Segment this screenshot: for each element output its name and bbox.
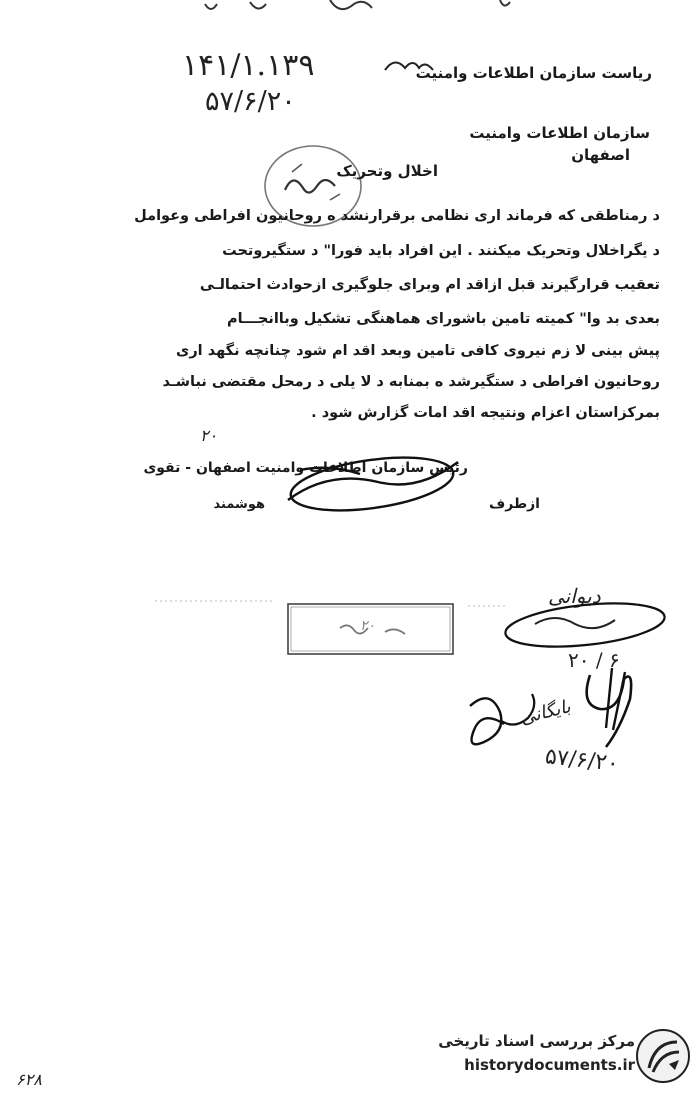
watermark <box>410 1024 695 1090</box>
watermark-logo-icon <box>635 1024 695 1090</box>
handwritten-right-date: ۲۰ / ۶ <box>568 648 620 672</box>
sender-org: سازمان اطلاعات وامنیت <box>469 124 650 142</box>
reference-date: ۵۷/۶/۲۰ <box>205 86 296 117</box>
from-name: هوشمند <box>213 497 265 512</box>
body-line: بعدی بد وا" کمیته تامین باشورای هماهنگی تشکیل وباانجـــام <box>227 311 660 327</box>
from-label: ازطرف <box>488 496 540 512</box>
addressee-line: ریاست سازمان اطلاعات وامنیت <box>415 64 652 82</box>
handwritten-margin-note: ۶۲۸ <box>16 1070 42 1089</box>
body-line: د رمناطقی که فرماند اری نظامی برقرارنشد ه روحانیون افراطی وعوامل <box>134 208 660 224</box>
handwritten-archive-date: ۵۷/۶/۲۰ <box>543 744 621 777</box>
body-line: پیش بینی لا زم نیروی کافی تامین وبعد اقد ام شود چنانچه نگهد اری <box>176 343 660 359</box>
reference-number: ۱۴۱/۱.۱۳۹ <box>182 48 315 83</box>
stamp-text: ۲۰ <box>360 618 376 634</box>
sender-city: اصفهان <box>571 146 630 164</box>
body-line: روحانیون افراطی د ستگیرشد ه بمنابه د لا یلی د رمحل مقتضی نباشـد <box>162 374 660 390</box>
handwritten-top-mark: ۲۰ <box>200 426 218 445</box>
body-line: د یگراخلال وتحریک میکنند . این افراد باید فورا" د ستگیروتحت <box>222 243 660 259</box>
body-line: بمرکزاستان اعزام ونتیجه اقد امات گزارش شود . <box>311 405 660 421</box>
watermark-url: historydocuments.ir <box>464 1056 635 1074</box>
signature-line: رئیس سازمان اطلاعات وامنیت اصفهان - تقوی <box>143 460 468 476</box>
subject-line: اخلال وتحریک <box>336 162 438 180</box>
body-line: تعقیب قرارگیرند قبل ازاقد ام وبرای جلوگیری ازحوادث احتمالـی <box>199 277 660 293</box>
handwritten-archive-word: بایگانی <box>518 696 573 729</box>
watermark-title: مرکز بررسی اسناد تاریخی <box>438 1032 635 1050</box>
handwritten-right-note: دیوانی <box>548 584 601 608</box>
